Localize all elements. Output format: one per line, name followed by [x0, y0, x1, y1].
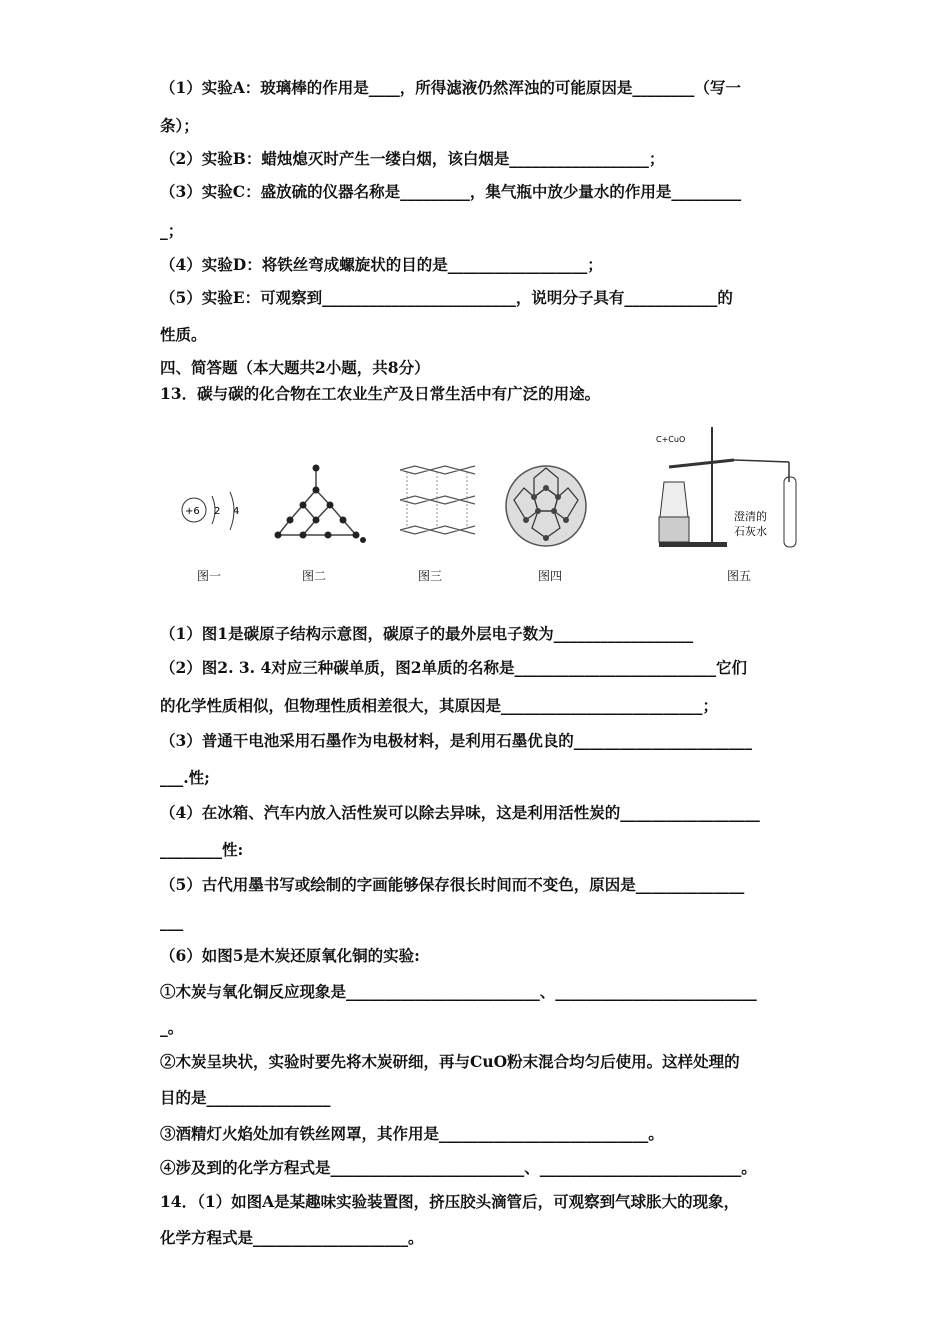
- q13-part1: （1）图1是碳原子结构示意图，碳原子的最外层电子数为__________________: [160, 624, 694, 643]
- fig2-caption: 图二: [302, 569, 327, 583]
- q13-part5-line2: ___: [160, 912, 184, 931]
- q12-part5-line1: （5）实验E：可观察到_________________________，说明分子具有____________的: [160, 288, 733, 307]
- q13-part6-item2-line2: 目的是________________: [160, 1088, 331, 1107]
- reduction-apparatus: [654, 422, 802, 562]
- q12-part1-line2: 条）；: [160, 116, 199, 135]
- fig5-top-label: C+CuO: [656, 435, 686, 444]
- fig5-tube-label-1: 澄清的: [734, 510, 767, 523]
- q12-part3-line1: （3）实验C：盛放硫的仪器名称是_________，集气瓶中放少量水的作用是_________: [160, 182, 742, 201]
- section-heading: 四、简答题（本大题共2小题，共8分）: [160, 358, 430, 377]
- q13-part4-line2: ________性:: [160, 840, 244, 859]
- q12-part1-line1: （1）实验A：玻璃棒的作用是____，所得滤液仍然浑浊的可能原因是________（写一: [160, 78, 741, 97]
- fullerene-structure: [500, 460, 592, 552]
- q12-part3-line2: _；: [160, 221, 184, 240]
- fig5-caption: 图五: [727, 569, 752, 583]
- q13-part4-line1: （4）在冰箱、汽车内放入活性炭可以除去异味，这是利用活性炭的__________________: [160, 803, 760, 822]
- q14-line1: 14．（1）如图A是某趣味实验装置图，挤压胶头滴管后，可观察到气球胀大的现象，: [160, 1192, 740, 1211]
- fig3-caption: 图三: [418, 569, 443, 583]
- graphite-structure: [395, 462, 485, 554]
- q13-part5-line1: （5）古代用墨书写或绘制的字画能够保存很长时间而不变色，原因是______________: [160, 875, 745, 894]
- fig1-caption: 图一: [197, 569, 222, 583]
- q13-part3-line1: （3）普通干电池采用石墨作为电极材料，是利用石墨优良的_______________________: [160, 731, 753, 750]
- figure-row: [160, 420, 800, 583]
- shell2-label: 4: [233, 506, 240, 517]
- q13-part2-line1: （2）图2. 3. 4对应三种碳单质，图2单质的名称是__________________________它们: [160, 658, 748, 677]
- shell1-label: 2: [214, 506, 221, 517]
- q12-part5-line2: 性质。: [160, 325, 207, 344]
- q13-part6-heading: （6）如图5是木炭还原氧化铜的实验:: [160, 946, 420, 965]
- q13-part6-item1-line1: ①木炭与氧化铜反应现象是_________________________、__________________________: [160, 982, 757, 1001]
- q13-part2-line2: 的化学性质相似，但物理性质相差很大，其原因是__________________________；: [160, 696, 719, 715]
- q14-line2: 化学方程式是____________________。: [160, 1228, 424, 1247]
- fig5-tube-label-2: 石灰水: [734, 525, 767, 538]
- q13-part3-line2: ___.性;: [160, 768, 210, 787]
- carbon-atom-diagram: [174, 490, 254, 560]
- q13-part6-item3: ③酒精灯火焰处加有铁丝网罩，其作用是___________________________。: [160, 1124, 664, 1143]
- nucleus-label: +6: [185, 506, 200, 517]
- q13-part6-item1-line2: _。: [160, 1018, 184, 1037]
- q13-part6-item2-line1: ②木炭呈块状，实验时要先将木炭研细，再与CuO粉末混合均匀后使用。这样处理的: [160, 1052, 740, 1071]
- q12-part4: （4）实验D：将铁丝弯成螺旋状的目的是__________________；: [160, 255, 603, 274]
- q13-stem: 13．碳与碳的化合物在工农业生产及日常生活中有广泛的用途。: [160, 384, 601, 403]
- diamond-structure: [268, 460, 368, 555]
- q13-part6-item4: ④涉及到的化学方程式是_________________________、__________________________。: [160, 1158, 757, 1177]
- fig4-caption: 图四: [538, 569, 563, 583]
- q12-part2: （2）实验B：蜡烛熄灭时产生一缕白烟，该白烟是__________________；: [160, 149, 665, 168]
